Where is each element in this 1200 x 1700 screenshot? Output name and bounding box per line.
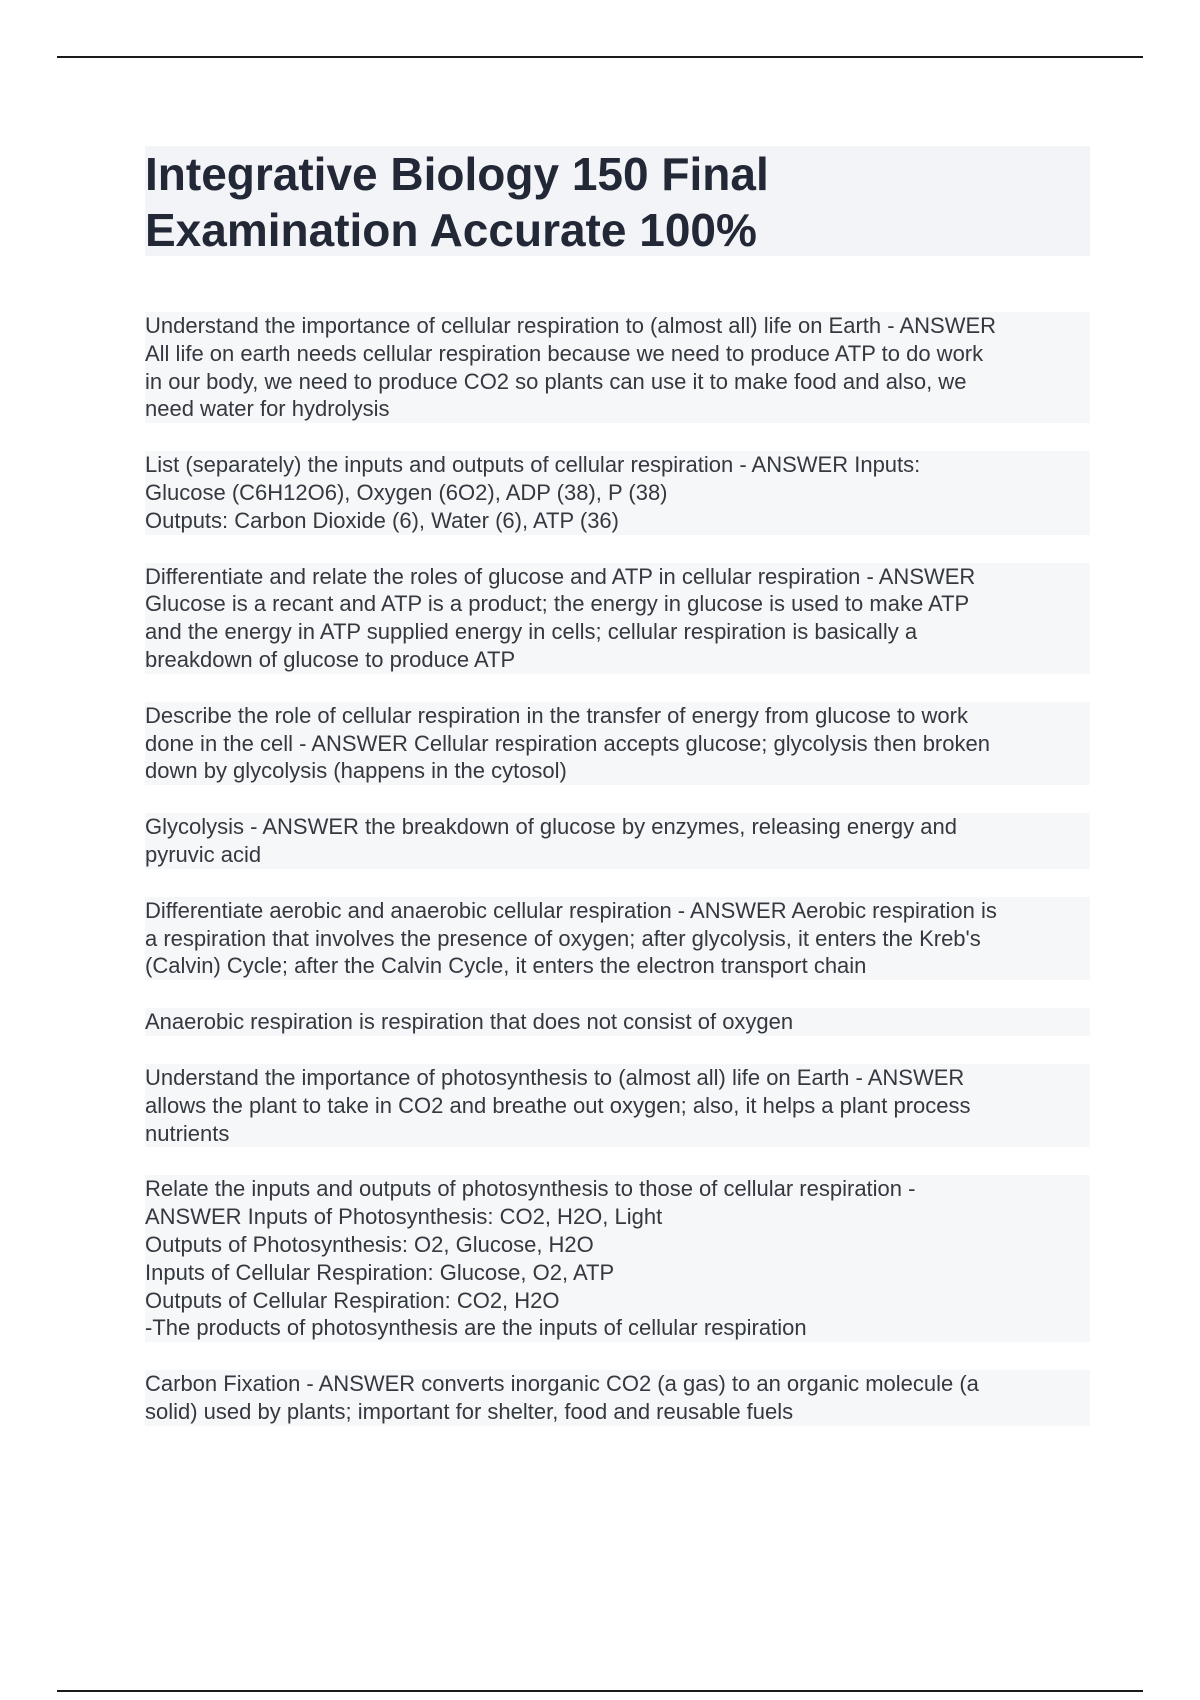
qa-line: Glycolysis - ANSWER the breakdown of glucose by enzymes, releasing energy and [145, 814, 957, 840]
qa-line: Glucose is a recant and ATP is a product; the energy in glucose is used to make ATP [145, 591, 970, 617]
qa-line: Anaerobic respiration is respiration that does not consist of oxygen [145, 1009, 794, 1035]
qa-line: a respiration that involves the presence of oxygen; after glycolysis, it enters the Kreb's [145, 925, 981, 951]
qa-line: Relate the inputs and outputs of photosynthesis to those of cellular respiration - [145, 1176, 916, 1202]
qa-line: Understand the importance of cellular respiration to (almost all) life on Earth - ANSWER [145, 313, 997, 338]
qa-line: ANSWER Inputs of Photosynthesis: CO2, H2O, Light [145, 1204, 663, 1230]
qa-line: Outputs: Carbon Dioxide (6), Water (6), ATP (36) [145, 507, 619, 533]
qa-entry [145, 451, 1090, 534]
qa-line: (Calvin) Cycle; after the Calvin Cycle, it enters the electron transport chain [145, 953, 867, 979]
qa-line: done in the cell - ANSWER Cellular respiration accepts glucose; glycolysis then broken [145, 730, 990, 756]
qa-entry [145, 1175, 1090, 1342]
qa-line: List (separately) the inputs and outputs of cellular respiration - ANSWER Inputs: [145, 452, 921, 478]
qa-line: Differentiate and relate the roles of glucose and ATP in cellular respiration - ANSWER [145, 563, 976, 589]
qa-line: -The products of photosynthesis are the inputs of cellular respiration [145, 1315, 807, 1341]
qa-entry [145, 563, 1090, 674]
qa-line: solid) used by plants; important for shelter, food and reusable fuels [145, 1398, 794, 1424]
qa-entry [145, 312, 1090, 423]
qa-line: Understand the importance of photosynthesis to (almost all) life on Earth - ANSWER [145, 1064, 965, 1090]
qa-line: Outputs of Photosynthesis: O2, Glucose, H2O [145, 1231, 594, 1257]
qa-line: down by glycolysis (happens in the cytosol) [145, 758, 567, 784]
qa-line: in our body, we need to produce CO2 so plants can use it to make food and also, we [145, 368, 967, 394]
qa-entry [145, 1064, 1090, 1147]
qa-line: need water for hydrolysis [145, 396, 390, 422]
bottom-rule [57, 1690, 1143, 1692]
qa-entry [145, 1008, 1090, 1036]
title-line: Examination Accurate 100% [145, 204, 757, 256]
qa-entry [145, 813, 1090, 869]
qa-line: Outputs of Cellular Respiration: CO2, H2O [145, 1287, 560, 1313]
qa-line: Carbon Fixation - ANSWER converts inorganic CO2 (a gas) to an organic molecule (a [145, 1371, 979, 1397]
title-line: Integrative Biology 150 Final [145, 148, 769, 200]
qa-entry [145, 1370, 1090, 1426]
qa-line: allows the plant to take in CO2 and breathe out oxygen; also, it helps a plant process [145, 1092, 971, 1118]
qa-line: All life on earth needs cellular respiration because we need to produce ATP to do work [145, 340, 984, 366]
title-block [145, 146, 1090, 256]
qa-line: Glucose (C6H12O6), Oxygen (6O2), ADP (38), P (38) [145, 479, 668, 505]
qa-list [145, 312, 1090, 1454]
qa-line: nutrients [145, 1120, 230, 1146]
qa-line: Differentiate aerobic and anaerobic cellular respiration - ANSWER Aerobic respiration is [145, 897, 997, 923]
qa-line: Inputs of Cellular Respiration: Glucose, O2, ATP [145, 1259, 615, 1285]
qa-entry [145, 897, 1090, 980]
top-rule [57, 56, 1143, 58]
document-title [145, 146, 1090, 258]
qa-line: breakdown of glucose to produce ATP [145, 646, 516, 672]
qa-line: pyruvic acid [145, 841, 262, 867]
qa-line: and the energy in ATP supplied energy in cells; cellular respiration is basically a [145, 619, 918, 645]
qa-line: Describe the role of cellular respiration in the transfer of energy from glucose to work [145, 702, 968, 728]
qa-entry [145, 702, 1090, 785]
